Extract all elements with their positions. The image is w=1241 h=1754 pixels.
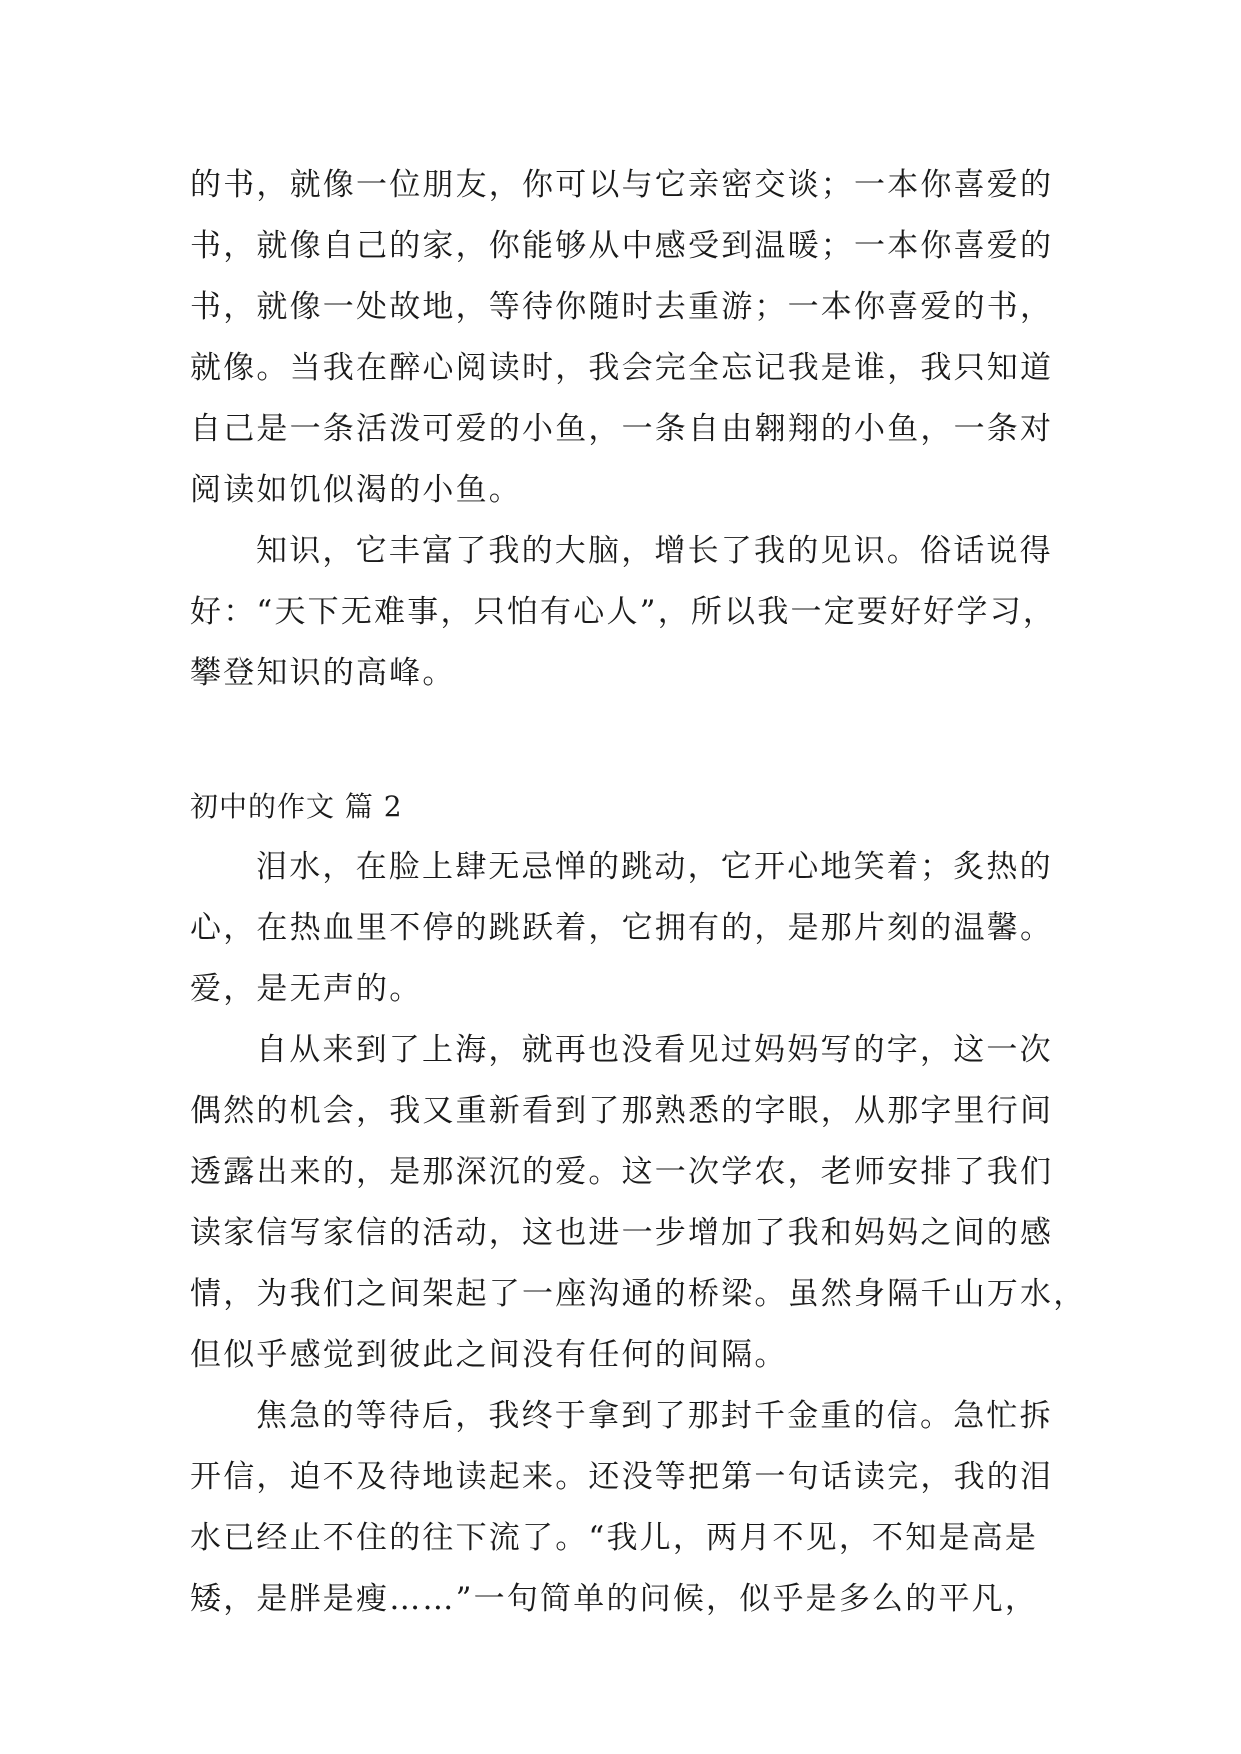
paragraph-letter <box>190 1386 1070 1630</box>
text-line: 自从来到了上海，就再也没看见过妈妈写的字，这一次 <box>256 1032 1053 1068</box>
paragraph-tears <box>190 837 1070 1020</box>
text-line: 透露出来的，是那深沉的爱。这一次学农，老师安排了我们 <box>190 1154 1054 1190</box>
text-line: 知识，它丰富了我的大脑，增长了我的见识。俗话说得 <box>256 533 1053 569</box>
text-line: 自己是一条活泼可爱的小鱼，一条自由翱翔的小鱼，一条对 <box>190 411 1054 447</box>
text-line: 焦急的等待后，我终于拿到了那封千金重的信。急忙拆 <box>256 1398 1053 1434</box>
paragraph-shanghai <box>190 1020 1087 1386</box>
text-line: 矮，是胖是瘦……”一句简单的问候，似乎是多么的平凡， <box>190 1581 1039 1617</box>
text-line: 书，就像自己的家，你能够从中感受到温暖；一本你喜爱的 <box>190 228 1054 264</box>
text-line: 心，在热血里不停的跳跃着，它拥有的，是那片刻的温馨。 <box>190 910 1054 946</box>
document-body <box>190 155 1087 1630</box>
section-heading: 初中的作文 篇 2 <box>190 790 403 823</box>
text-line: 但似乎感觉到彼此之间没有任何的间隔。 <box>190 1337 788 1373</box>
paragraph-continued <box>190 155 1070 521</box>
text-line: 书，就像一处故地，等待你随时去重游；一本你喜爱的书， <box>190 289 1054 325</box>
section-spacer <box>190 704 1070 776</box>
text-line: 开信，迫不及待地读起来。还没等把第一句话读完，我的泪 <box>190 1459 1054 1495</box>
text-line: 好：“天下无难事，只怕有心人”，所以我一定要好好学习， <box>190 594 1057 630</box>
text-line: 泪水，在脸上肆无忌惮的跳动，它开心地笑着；炙热的 <box>256 849 1053 885</box>
text-line: 读家信写家信的活动，这也进一步增加了我和妈妈之间的感 <box>190 1215 1054 1251</box>
text-line: 情，为我们之间架起了一座沟通的桥梁。虽然身隔千山万水， <box>190 1276 1087 1312</box>
paragraph-knowledge <box>190 521 1070 704</box>
text-line: 水已经止不住的往下流了。“我儿，两月不见，不知是高是 <box>190 1520 1039 1556</box>
text-line: 爱，是无声的。 <box>190 971 423 1007</box>
text-line: 就像。当我在醉心阅读时，我会完全忘记我是谁，我只知道 <box>190 350 1054 386</box>
text-line: 偶然的机会，我又重新看到了那熟悉的字眼，从那字里行间 <box>190 1093 1054 1129</box>
text-line: 阅读如饥似渴的小鱼。 <box>190 472 522 508</box>
text-line: 攀登知识的高峰。 <box>190 655 456 691</box>
text-line: 的书，就像一位朋友，你可以与它亲密交谈；一本你喜爱的 <box>190 167 1054 203</box>
